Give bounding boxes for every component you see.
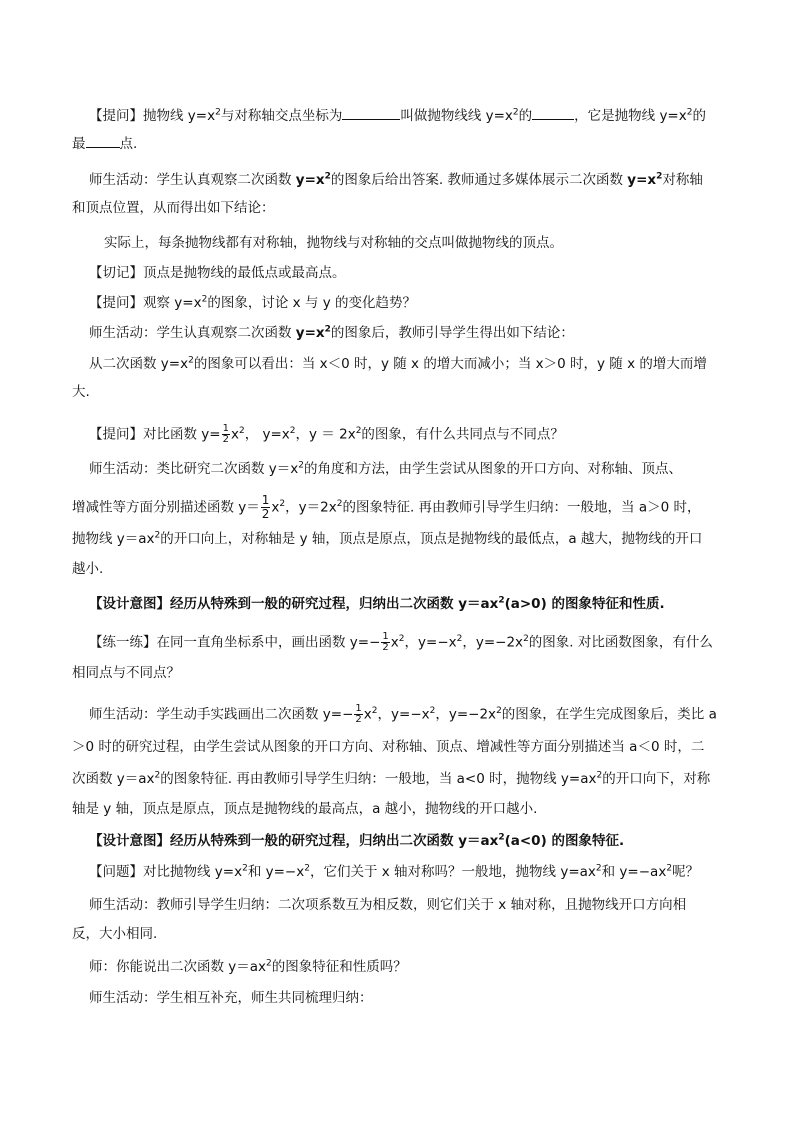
paragraph: 师生活动：学生认真观察二次函数 $y=x^2$的图象后给出答案. 教师通过多媒体展示二次函数 $y=x^2$对称轴 (89, 171, 703, 188)
design-intent: 【设计意图】经历从特殊到一般的研究过程，归纳出二次函数 $y=ax^2(a>0)$ 的图象特征和性质. (89, 595, 665, 612)
paragraph: 和顶点位置，从而得出如下结论： (72, 200, 275, 216)
question-symmetry: 【问题】对比抛物线 $y=x^2$和 $y=-x^2$，它们关于 x 轴对称吗？一般地，抛物线 $y=ax^2$和 $y=-ax^2$呢？ (89, 863, 700, 880)
practice-cont: 相同点与不同点？ (72, 665, 180, 681)
paragraph: 师生活动：教师引导学生归纳：二次项系数互为相反数，则它们关于 x 轴对称，且抛物线开口方向相 (89, 897, 687, 913)
paragraph: ＞0 时的研究过程，由学生尝试从图象的开口方向、对称轴、顶点、增减性等方面分别描述当 a＜0 时，二 (72, 739, 705, 755)
paragraph: 从二次函数 $y=x^2$的图象可以看出：当 x＜0 时，y 随 x 的增大而减小；当 x＞0 时，y 随 x 的增大而增 (89, 355, 707, 372)
design-intent: 【设计意图】经历从特殊到一般的研究过程，归纳出二次函数 $y=ax^2(a<0)$ 的图象特征. (89, 832, 625, 849)
answer-blank (342, 106, 400, 120)
paragraph: 师生活动：学生认真观察二次函数 $y=x^2$的图象后，教师引导学生得出如下结论： (89, 324, 574, 341)
paragraph: 增减性等方面分别描述函数 y＝ $\frac{1}{2}$ $x^2$，$y=2x^2$的图象特征. 再由教师引导学生归纳：一般地，当 a＞0 时， (72, 493, 701, 521)
practice: 【练一练】在同一直角坐标系中，画出函数 y=− $\frac{1}{2}$ $x^2$，$y=-x^2$，$y=-2x^2$的图象. 对比函数图象，有什么 (89, 631, 713, 653)
fraction-half: $\frac{1}{2}$ (261, 493, 270, 521)
answer-blank (86, 134, 120, 148)
conclusion: 实际上，每条抛物线都有对称轴，抛物线与对称轴的交点叫做抛物线的顶点。 (104, 235, 563, 251)
paragraph: 次函数 $y=ax^2$的图象特征. 再由教师引导学生归纳：一般地，当 a<0 时，抛物线 $y=ax^2$的开口向下，对称 (72, 770, 711, 787)
question-trend: 【提问】观察 $y=x^2$的图象，讨论 x 与 y 的变化趋势？ (89, 294, 416, 311)
paragraph: 越小. (72, 561, 104, 577)
question-vertex: 【提问】抛物线 $y=x^2$与对称轴交点坐标为 叫做抛物线线 $y=x^2$的 ，它是抛物线 $y=x^2$的 (89, 107, 706, 124)
fraction-half: $\frac{1}{2}$ (222, 423, 229, 445)
teacher-question: 师：你能说出二次函数 $y=ax^2$的图象特征和性质吗？ (89, 958, 407, 975)
paragraph: 轴是 y 轴，顶点是原点，顶点是抛物线的最高点，a 越小，抛物线的开口越小. (72, 801, 538, 817)
answer-blank (532, 106, 574, 120)
paragraph: 师生活动：类比研究二次函数 $y=x^2$的角度和方法，由学生尝试从图象的开口方向、对称轴、顶点、 (89, 460, 683, 477)
note-remember: 【切记】顶点是抛物线的最低点或最高点。 (89, 265, 346, 281)
paragraph: 师生活动：学生相互补充，师生共同梳理归纳： (89, 990, 373, 1006)
question-compare: 【提问】对比函数 y= $\frac{1}{2}$ $x^2$， $y=x^2$，$y = 2x^2$的图象，有什么共同点与不同点？ (89, 423, 564, 445)
paragraph: 反，大小相同. (72, 926, 158, 942)
paragraph: 大. (72, 384, 90, 400)
fraction-half: $\frac{1}{2}$ (355, 703, 362, 725)
question-vertex-cont: 最 点. (72, 136, 138, 152)
paragraph: 抛物线 $y=ax^2$的开口向上，对称轴是 y 轴，顶点是原点，顶点是抛物线的最低点，a 越大，抛物线的开口 (72, 530, 703, 547)
paragraph: 师生活动：学生动手实践画出二次函数 y=− $\frac{1}{2}$ $x^2$，$y=-x^2$，$y=-2x^2$的图象，在学生完成图象后，类比 a (89, 703, 717, 725)
fraction-half: $\frac{1}{2}$ (382, 631, 389, 653)
